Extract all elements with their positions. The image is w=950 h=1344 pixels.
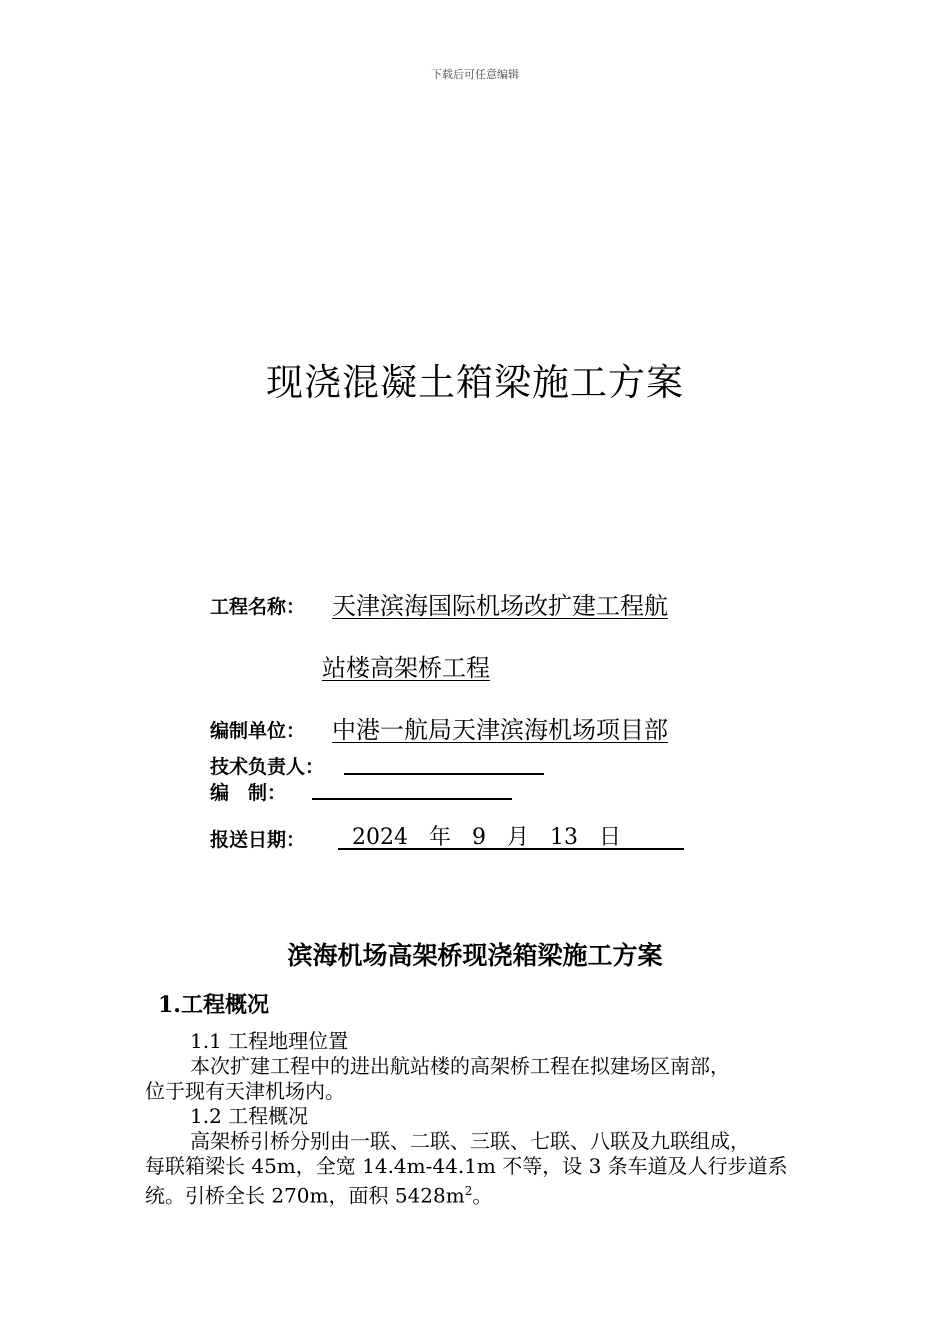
subsection-1-2-heading: 1.2 工程概况	[190, 1104, 309, 1128]
compile-unit-value: 中港一航局天津滨海机场项目部	[332, 716, 668, 744]
project-name-line1: 天津滨海国际机场改扩建工程航	[332, 592, 668, 620]
editor-label: 编 制：	[210, 782, 287, 804]
date-year: 2024	[352, 825, 408, 850]
section-1-heading: 1.工程概况	[158, 992, 269, 1018]
header-note: 下载后可任意编辑	[431, 68, 519, 81]
paragraph-1-2-line2: 每联箱梁长 45m，全宽 14.4m-44.1m 不等，设 3 条车道及人行步道系	[145, 1154, 788, 1178]
date-day-unit: 日	[598, 825, 621, 850]
tech-lead-blank	[344, 755, 544, 775]
submit-date-value	[338, 820, 684, 851]
tech-lead-label: 技术负责人：	[210, 756, 325, 778]
paragraph-1-2-line3	[145, 1179, 492, 1208]
paragraph-1-2-line1: 高架桥引桥分别由一联、二联、三联、七联、八联及九联组成，	[190, 1129, 750, 1153]
project-name-label: 工程名称：	[210, 596, 306, 618]
paragraph-1-1-line1: 本次扩建工程中的进出航站楼的高架桥工程在拟建场区南部，	[190, 1054, 730, 1078]
paragraph-1-2-line3-text: 统。引桥全长 270m，面积 5428m	[145, 1183, 465, 1208]
document-title: 滨海机场高架桥现浇箱梁施工方案	[287, 941, 663, 970]
paragraph-1-1-line2: 位于现有天津机场内。	[145, 1079, 345, 1103]
editor-blank	[312, 780, 512, 800]
submit-date-label: 报送日期：	[210, 829, 306, 851]
project-name-line2: 站楼高架桥工程	[322, 654, 490, 682]
date-day: 13	[549, 825, 578, 850]
paragraph-1-2-line3-end: 。	[472, 1183, 493, 1208]
cover-title: 现浇混凝土箱梁施工方案	[266, 361, 684, 404]
subsection-1-1-heading: 1.1 工程地理位置	[190, 1029, 349, 1053]
date-year-unit: 年	[428, 825, 451, 850]
compile-unit-label: 编制单位：	[210, 720, 306, 742]
date-month: 9	[471, 825, 486, 850]
date-month-unit: 月	[506, 825, 529, 850]
area-unit-superscript: 2	[464, 1184, 473, 1198]
